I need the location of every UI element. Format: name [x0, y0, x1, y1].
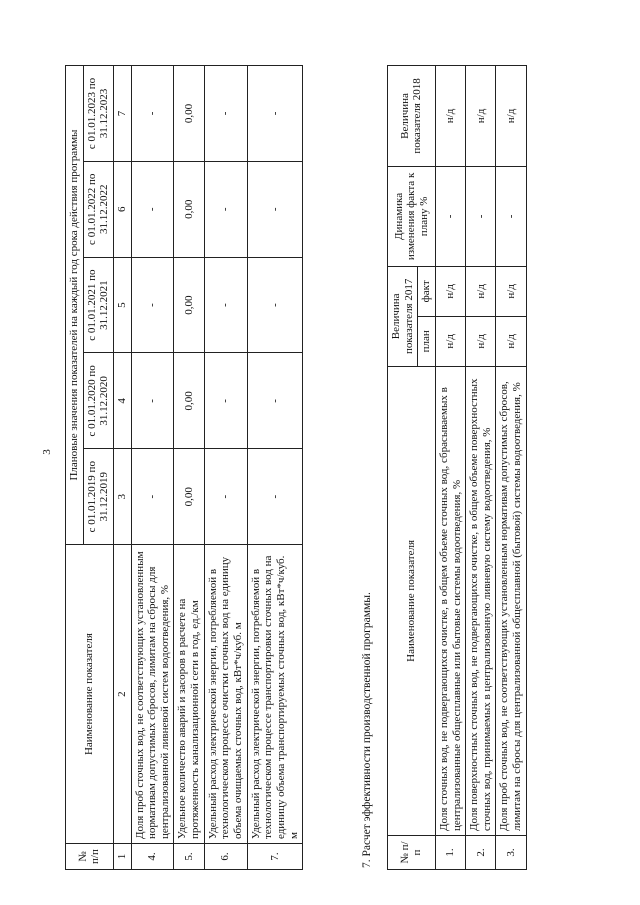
- index-cell: 5: [113, 257, 131, 353]
- indicator-name: Удельное количество аварий и засоров в расчете на протяженность канализационной сети в год, ед./км: [174, 545, 204, 844]
- col-2017-header: Величина показателя 2017: [388, 266, 418, 366]
- indicator-name: Удельный расход электрической энергии, потребляемой в технологическом процессе транспортировки сточных вод на единицу объема транспортируемых сточных вод, кВт*ч/куб. м: [247, 545, 303, 844]
- index-cell: 6: [113, 161, 131, 257]
- rotated-content: [65, 20, 640, 880]
- table-row: [466, 66, 496, 870]
- plan-values-table: [65, 65, 303, 870]
- value-cell: -: [247, 257, 303, 353]
- col-dynamics-header: Динамика изменения факта к плану %: [388, 166, 436, 266]
- col-name-header: Наименование показателя: [66, 545, 114, 844]
- period-header: с 01.01.2023 по 31.12.2023: [83, 66, 113, 162]
- row-number: 4.: [131, 844, 174, 870]
- fact-cell: н/д: [466, 266, 496, 316]
- value-cell: -: [204, 353, 247, 449]
- value-2018-cell: н/д: [435, 66, 465, 167]
- row-number: 6.: [204, 844, 247, 870]
- indicator-name: Удельный расход электрической энергии, потребляемой в технологическом процессе очистки сточных вод на единицу объема очищаемых сточных вод, кВт*ч/куб. м: [204, 545, 247, 844]
- value-cell: -: [204, 449, 247, 545]
- period-header: с 01.01.2019 по 31.12.2019: [83, 449, 113, 545]
- index-cell: 7: [113, 66, 131, 162]
- col-num-header: № п/п: [388, 836, 436, 870]
- value-cell: 0,00: [174, 66, 204, 162]
- dynamics-cell: -: [435, 166, 465, 266]
- value-cell: 0,00: [174, 257, 204, 353]
- value-cell: -: [131, 66, 174, 162]
- period-header: с 01.01.2021 по 31.12.2021: [83, 257, 113, 353]
- value-cell: 0,00: [174, 161, 204, 257]
- col-2018-header: Величина показателя 2018: [388, 66, 436, 167]
- value-cell: -: [247, 66, 303, 162]
- table-row: [131, 66, 174, 870]
- plan-cell: н/д: [435, 316, 465, 366]
- row-number: 2.: [466, 836, 496, 870]
- fact-cell: н/д: [435, 266, 465, 316]
- fact-cell: н/д: [496, 266, 526, 316]
- dynamics-cell: -: [466, 166, 496, 266]
- value-cell: -: [204, 257, 247, 353]
- row-number: 3.: [496, 836, 526, 870]
- row-number: 5.: [174, 844, 204, 870]
- value-cell: 0,00: [174, 449, 204, 545]
- index-row: [113, 66, 131, 870]
- plan-cell: н/д: [496, 316, 526, 366]
- value-2018-cell: н/д: [466, 66, 496, 167]
- period-header: с 01.01.2020 по 31.12.2020: [83, 353, 113, 449]
- index-cell: 2: [113, 545, 131, 844]
- plan-cell: н/д: [466, 316, 496, 366]
- value-cell: -: [247, 449, 303, 545]
- index-cell: 4: [113, 353, 131, 449]
- row-number: 1.: [435, 836, 465, 870]
- table-row: [496, 66, 526, 870]
- section-heading: 7. Расчет эффективности производственной программы.: [361, 592, 373, 868]
- value-cell: -: [131, 161, 174, 257]
- efficiency-table: [387, 65, 527, 870]
- indicator-name: Доля сточных вод, не подвергающихся очистке, в общем объеме сточных вод, сбрасываемых в централизованные общесплавные или бытовые системы водоотведения, %: [435, 366, 465, 835]
- page-number: 3: [40, 449, 53, 455]
- indicator-name: Доля проб сточных вод, не соответствующих установленным нормативам допустимых сбросов, лимитам на сбросы для централизованной общесплавной (бытовой) системы водоотведения, %: [496, 366, 526, 835]
- col-name-header: Наименование показателя: [388, 366, 436, 835]
- table-row: [247, 66, 303, 870]
- value-2018-cell: н/д: [496, 66, 526, 167]
- value-cell: -: [247, 353, 303, 449]
- value-cell: 0,00: [174, 353, 204, 449]
- row-number: 7.: [247, 844, 303, 870]
- indicator-name: Доля поверхностных сточных вод, не подвергающихся очистке, в общем объеме поверхностных сточных вод, принимаемых в централизованную ливневую систему водоотведения, %: [466, 366, 496, 835]
- value-cell: -: [131, 353, 174, 449]
- value-cell: -: [131, 449, 174, 545]
- value-cell: -: [131, 257, 174, 353]
- value-cell: -: [204, 161, 247, 257]
- period-header: с 01.01.2022 по 31.12.2022: [83, 161, 113, 257]
- indicator-name: Доля проб сточных вод, не соответствующих установленным нормативам допустимых сбросов, лимитам на сбросы для централизованной ливневой систем водоотведения, %: [131, 545, 174, 844]
- index-cell: 1: [113, 844, 131, 870]
- value-cell: -: [204, 66, 247, 162]
- col-plan-header: план: [418, 316, 436, 366]
- dynamics-cell: -: [496, 166, 526, 266]
- col-num-header: № п/п: [66, 844, 114, 870]
- col-group-header: Плановые значения показателей на каждый год срока действия программы: [66, 66, 84, 545]
- index-cell: 3: [113, 449, 131, 545]
- value-cell: -: [247, 161, 303, 257]
- table-row: [204, 66, 247, 870]
- table-row: [174, 66, 204, 870]
- table-row: [435, 66, 465, 870]
- col-fact-header: факт: [418, 266, 436, 316]
